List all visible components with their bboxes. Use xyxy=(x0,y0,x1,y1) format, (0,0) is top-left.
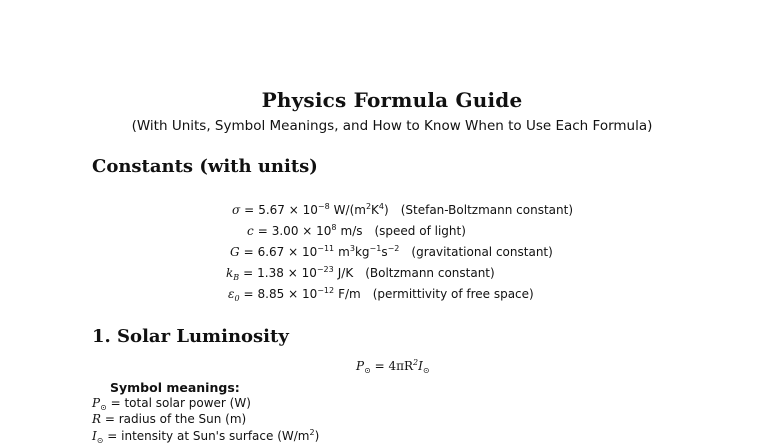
symbol-meaning-text: = radius of the Sun (m) xyxy=(101,412,247,426)
constant-description: (speed of light) xyxy=(374,224,466,238)
symbol-meanings-list xyxy=(92,396,319,444)
constant-value: $1.38 \times 10^{-23}$ xyxy=(257,265,334,280)
constant-unit: F/m xyxy=(338,287,361,301)
section-heading-constants: Constants (with units) xyxy=(92,156,318,177)
equation-lhs: P xyxy=(356,359,365,373)
symbol-meaning-item xyxy=(92,396,319,412)
constant-symbol-sub: B xyxy=(233,273,240,282)
constant-description: (Boltzmann constant) xyxy=(365,266,495,280)
page-subtitle: (With Units, Symbol Meanings, and How to Know When to Use Each Formula) xyxy=(131,118,653,134)
equation-rhs: = 4πR xyxy=(374,359,414,373)
constant-unit: m/s xyxy=(340,224,363,238)
equation-lhs-sub: ⊙ xyxy=(364,366,371,375)
equation-rhs-exp: 2 xyxy=(413,358,419,367)
symbol-meaning-text: = intensity at Sun's surface $(W/m^2)$ xyxy=(103,428,320,443)
symbol-meaning-item xyxy=(92,412,319,428)
constant-value: $3.00 \times 10^8$ xyxy=(271,223,337,238)
constant-value: $6.67 \times 10^{-11}$ xyxy=(257,244,335,259)
constant-unit: $W/(m^2K^4)$ xyxy=(333,202,389,217)
solar-luminosity-equation xyxy=(356,358,430,375)
equals-sign: = xyxy=(244,203,255,217)
constant-description: (gravitational constant) xyxy=(411,245,553,259)
constant-row xyxy=(228,286,534,304)
constant-row xyxy=(247,223,466,241)
constant-exponent: −8 xyxy=(317,202,330,211)
symbol: $P_⊙$ xyxy=(92,396,107,412)
equation-rhs-tail-sub: ⊙ xyxy=(422,366,430,375)
constant-exponent: 8 xyxy=(331,223,337,232)
symbol-meanings-label: Symbol meanings: xyxy=(110,380,240,395)
symbol-meaning-text: = total solar power (W) xyxy=(106,396,251,410)
constant-unit: J/K xyxy=(337,266,354,280)
constant-row xyxy=(232,202,573,220)
symbol: R xyxy=(92,412,102,426)
equals-sign: = xyxy=(257,224,268,238)
equals-sign: = xyxy=(243,287,254,301)
constant-symbol: c xyxy=(247,224,254,238)
constant-symbol: σ xyxy=(232,203,241,217)
equals-sign: = xyxy=(243,266,254,280)
constant-description: (permittivity of free space) xyxy=(372,287,534,301)
constant-symbol-sub: 0 xyxy=(234,294,240,303)
constant-value: $5.67 \times 10^{-8}$ xyxy=(258,202,330,217)
constant-value: $8.85 \times 10^{-12}$ xyxy=(257,286,335,301)
page-title: Physics Formula Guide xyxy=(261,88,523,112)
constant-symbol: G xyxy=(230,245,240,259)
constant-exponent: −12 xyxy=(317,286,335,295)
constant-description: (Stefan-Boltzmann constant) xyxy=(400,203,574,217)
equals-sign: = xyxy=(243,245,254,259)
section-heading-solar-luminosity: 1. Solar Luminosity xyxy=(92,326,289,347)
equation-rhs-tail: I xyxy=(418,359,423,373)
constant-unit: $m^3kg^{-1}s^{-2}$ xyxy=(338,244,400,259)
symbol: $I_⊙$ xyxy=(92,429,104,445)
symbol-meaning-item xyxy=(92,428,319,444)
constant-exponent: −23 xyxy=(316,265,334,274)
constant-row xyxy=(226,265,495,283)
constant-symbol: $k_B$ xyxy=(226,266,240,282)
constant-exponent: −11 xyxy=(317,244,335,253)
constant-row xyxy=(230,244,553,262)
constant-symbol: $\varepsilon_0$ xyxy=(228,287,240,303)
